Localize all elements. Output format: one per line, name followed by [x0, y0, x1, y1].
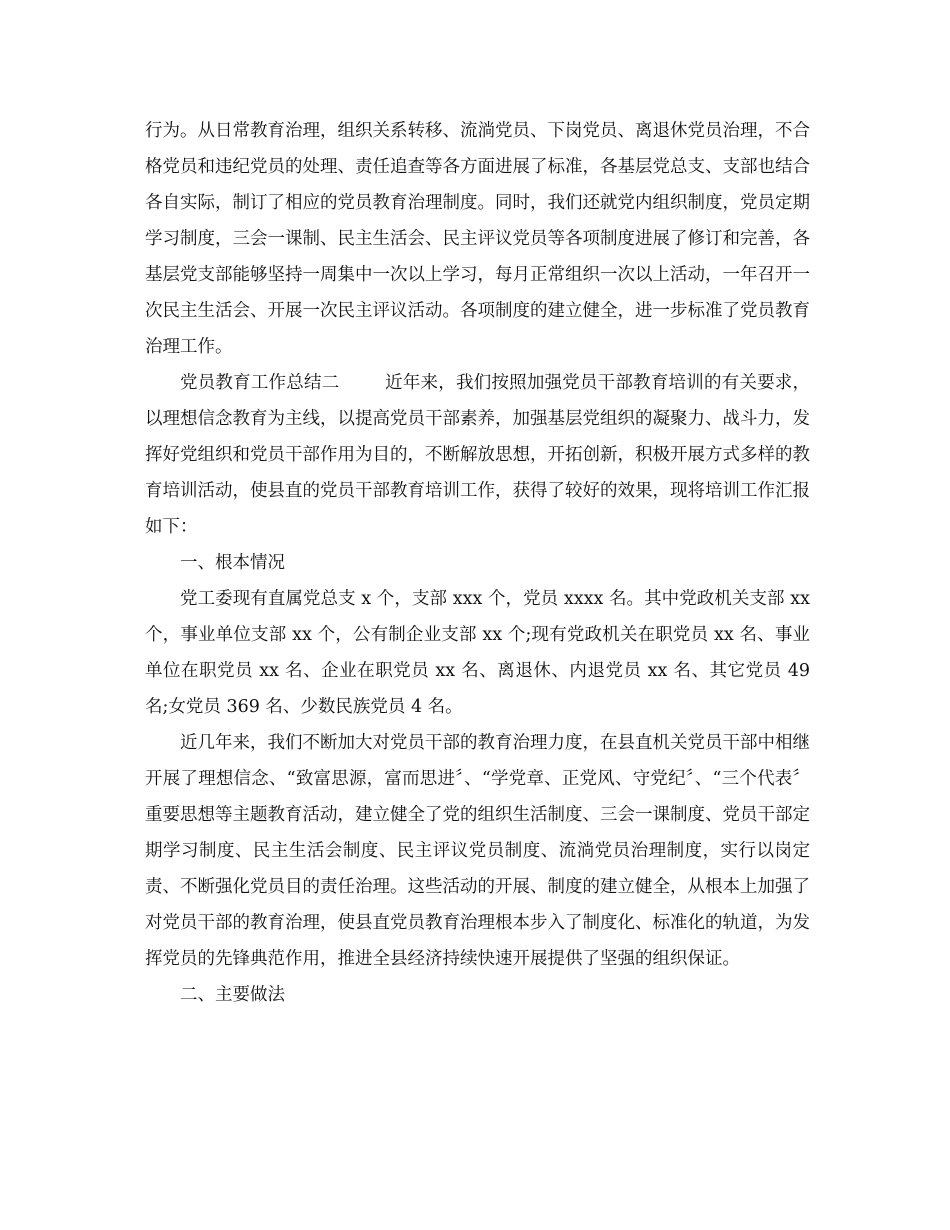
paragraph-2-lead: 党员教育工作总结二	[180, 373, 340, 393]
paragraph-2-text: 近年来，我们按照加强党员干部教育培训的有关要求，以理想信念教育为主线，以提高党员干部素养，加强基层党组织的凝聚力、战斗力，发挥好党组织和党员干部作用为目的，不断解放思想，开拓创新，积极开展方式多样的教育培训活动，使县直的党员干部教育培训工作，获得了较好的效果，现将培训工作汇报如下：	[145, 373, 811, 537]
paragraph-1: 行为。从日常教育治理，组织关系转移、流淌党员、下岗党员、离退休党员治理，不合格党员和违纪党员的处理、责任追查等各方面进展了标准，各基层党总支、支部也结合各自实际，制订了相应的党员教育治理制度。同时，我们还就党内组织制度，党员定期学习制度，三会一课制、民主生活会、民主评议党员等各项制度进展了修订和完善，各基层党支部能够坚持一周集中一次以上学习，每月正常组织一次以上活动，一年召开一次民主生活会、开展一次民主评议活动。各项制度的建立健全，进一步标准了党员教育治理工作。	[145, 121, 810, 357]
section-heading-2: 二、主要做法	[180, 985, 285, 1005]
document-body	[145, 113, 810, 1013]
paragraph-3: 党工委现有直属党总支 x 个，支部 xxx 个，党员 xxxx 名。其中党政机关支部 xx 个，事业单位支部 xx 个，公有制企业支部 xx 个;现有党政机关在职党员 xx 名、事业单位在职党员 xx 名、企业在职党员 xx 名、离退休、内退党员 xx 名、其它党员 49 名;女党员 369 名、少数民族党员 4 名。	[145, 589, 810, 717]
paragraph-2	[145, 365, 810, 545]
paragraph-4: 近几年来，我们不断加大对党员干部的教育治理力度，在县直机关党员干部中相继开展了理想信念、“致富思源，富而思进〞、“学党章、正党风、守党纪〞、“三个代表〞重要思想等主题教育活动，建立健全了党的组织生活制度、三会一课制度、党员干部定期学习制度、民主生活会制度、民主评议党员制度、流淌党员治理制度，实行以岗定责、不断强化党员目的责任治理。这些活动的开展、制度的建立健全，从根本上加强了对党员干部的教育治理，使县直党员教育治理根本步入了制度化、标准化的轨道，为发挥党员的先锋典范作用，推进全县经济持续快速开展提供了坚强的组织保证。	[145, 733, 810, 969]
section-heading-1: 一、根本情况	[180, 553, 285, 573]
